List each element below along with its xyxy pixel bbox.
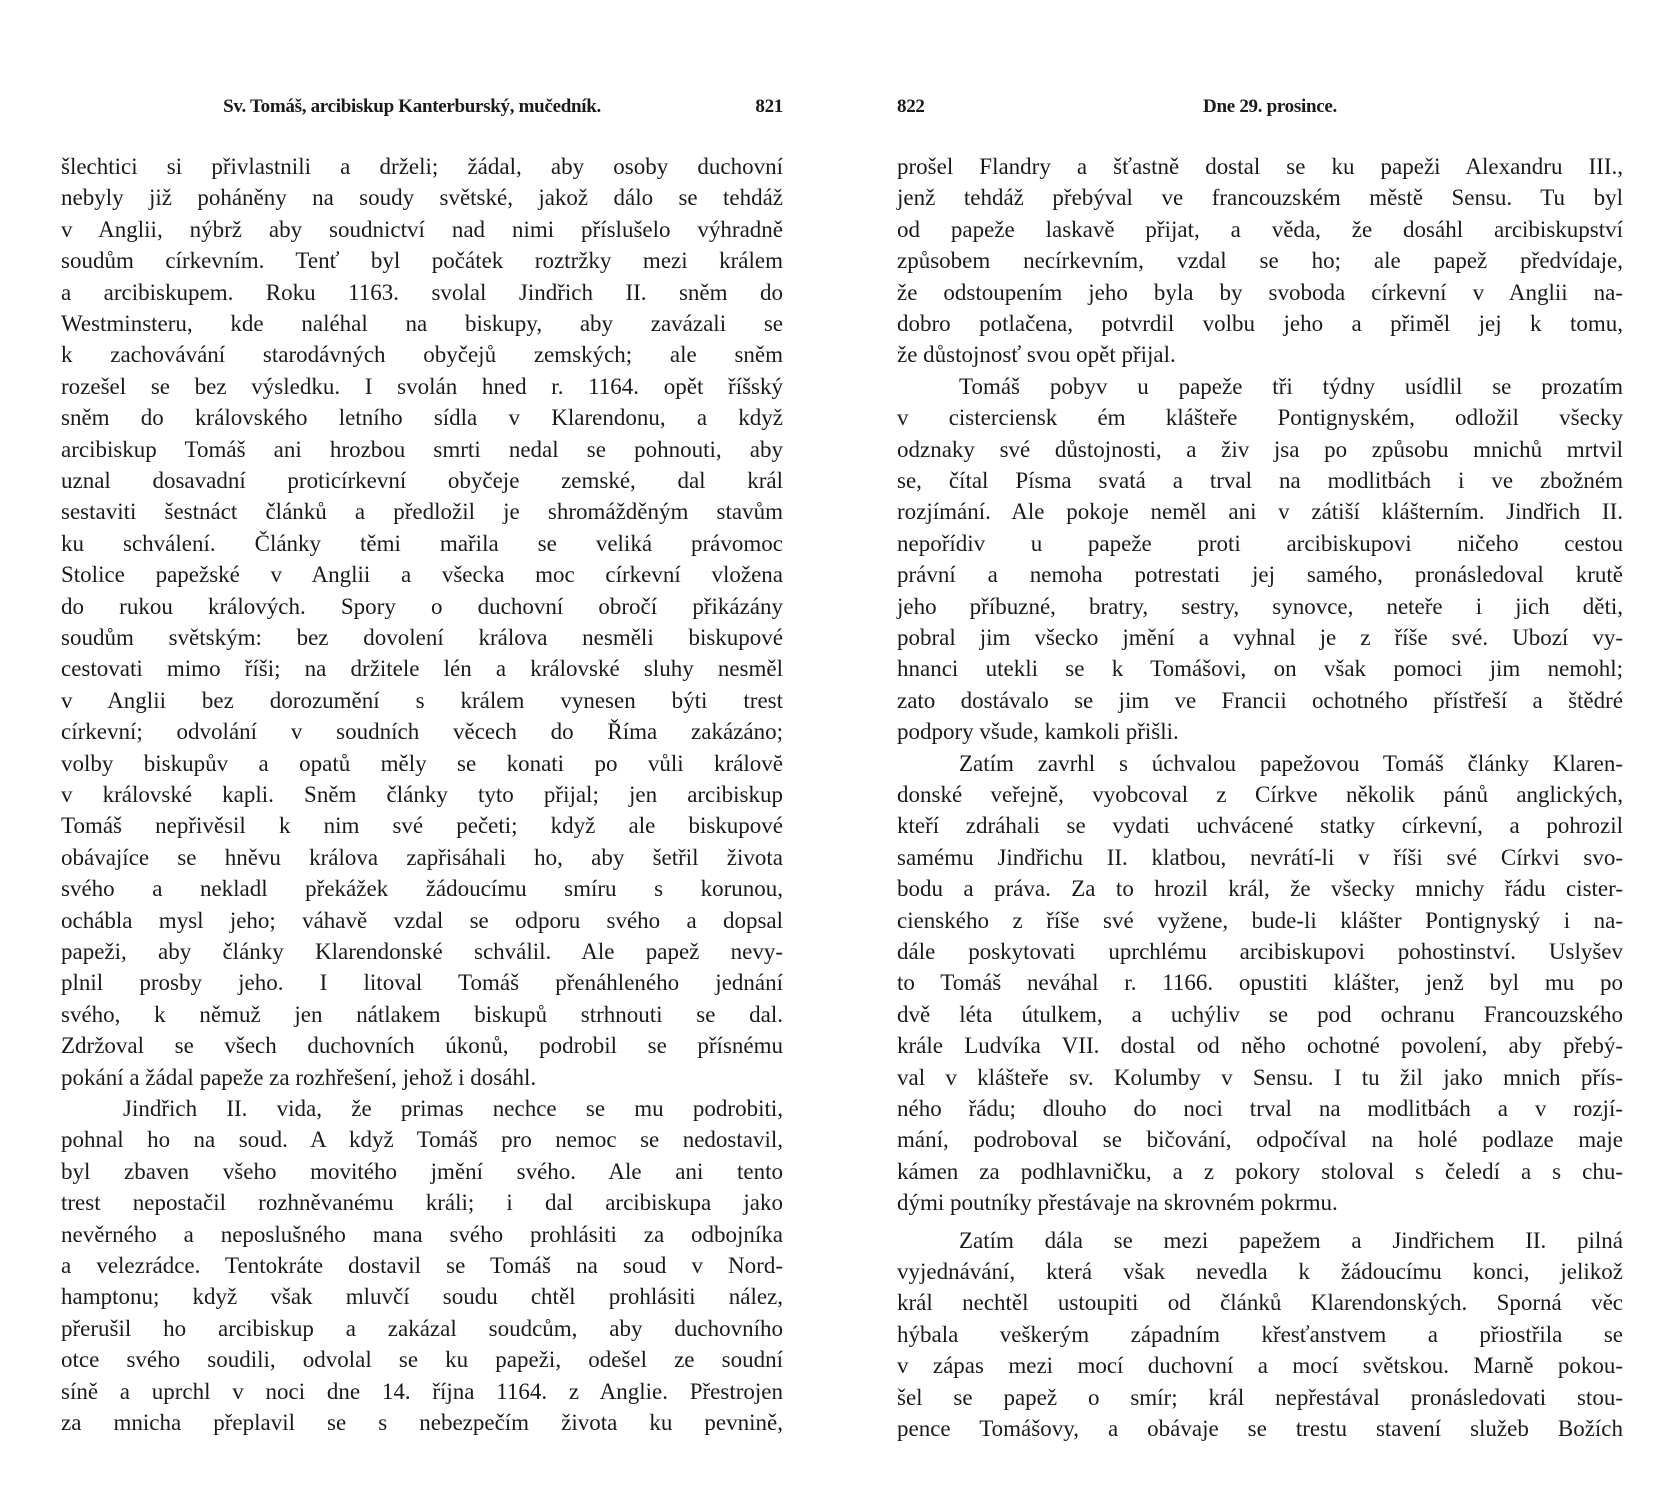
text-line: a arcibiskupem. Roku 1163. svolal Jindřich II. sněm do — [61, 279, 783, 305]
text-line: Zatím zavrhl s úchvalou papežovou Tomáš články Klaren- — [959, 750, 1623, 776]
text-line: dými poutníky přestávaje na skrovném pokrmu. — [897, 1190, 1338, 1216]
text-line: hamptonu; když však mluvčí soudu chtěl prohlásiti nález, — [61, 1284, 783, 1310]
text-line: odznaky své důstojnosti, a živ jsa po způsobu mnichů mrtvil — [897, 436, 1623, 462]
text-line: jenž tehdáž přebýval ve francouzském městě Sensu. Tu byl — [897, 185, 1623, 211]
text-line: dále poskytovati uprchlému arcibiskupovi pohostinství. Uslyšev — [897, 939, 1623, 964]
text-line: prošel Flandry a šťastně dostal se ku papeži Alexandru III., — [897, 154, 1623, 179]
text-line: dvě léta útulkem, a uchýliv se pod ochranu Francouzského — [897, 1001, 1623, 1027]
text-line: donské veřejně, vyobcoval z Církve několik pánů anglických, — [897, 782, 1623, 807]
text-line: že důstojnosť svou opět přijal. — [897, 342, 1176, 368]
text-line: jeho příbuzné, bratry, sestry, synovce, neteře i jich děti, — [897, 593, 1623, 619]
text-line: a velezrádce. Tentokráte dostavil se Tomáš na soud v Nord- — [61, 1253, 783, 1278]
text-line: cienského z říše své vyžene, bude-li klášter Pontignyský i na- — [897, 907, 1623, 933]
text-line: svého a nekladl překážek žádoucímu smíru s korunou, — [61, 876, 783, 902]
text-line: vyjednávání, která však nevedla k žádoucímu konci, jelikož — [897, 1259, 1623, 1284]
text-line: k zachovávání starodávných obyčejů zemských; ale sněm — [61, 342, 783, 368]
text-line: cestovati mimo říši; na držitele lén a královské sluhy nesměl — [61, 656, 783, 682]
text-line: ku schválení. Články těmi mařila se veliká právomoc — [61, 530, 783, 556]
text-line: nepořídiv u papeže proti arcibiskupovi ničeho cestou — [897, 530, 1623, 556]
text-line: pobral jim všecko jmění a vyhnal je z říše své. Ubozí vy- — [897, 625, 1623, 650]
text-line: pohnal ho na soud. A když Tomáš pro nemoc se nedostavil, — [61, 1127, 783, 1153]
text-line: za mnicha přeplavil se s nebezpečím života ku pevnině, — [61, 1410, 783, 1435]
page-number: 822 — [897, 96, 925, 117]
text-line: v cisterciensk ém klášteře Pontignyském, odložil všecky — [897, 405, 1623, 431]
text-line: šel se papež o smír; král nepřestával pronásledovati stou- — [897, 1384, 1623, 1410]
page-821 — [61, 0, 783, 1500]
text-line: ného řádu; dlouho do noci trval na modlitbách a v rozjí- — [897, 1096, 1623, 1121]
text-line: kteří zdráhali se vydati uchvácené statky církevní, a pohrozil — [897, 813, 1623, 839]
text-line: plnil prosby jeho. I litoval Tomáš přenáhleného jednání — [61, 970, 783, 996]
text-line: Zdržoval se všech duchovních úkonů, podrobil se přísnému — [61, 1033, 783, 1059]
text-line: podpory všude, kamkoli přišli. — [897, 719, 1179, 745]
text-line: otce svého soudili, odvolal se ku papeži, odešel ze soudní — [61, 1347, 783, 1373]
text-line: sněm do královského letního sídla v Klarendonu, a když — [61, 405, 783, 431]
text-line: trest nepostačil rozhněvanému králi; i dal arcibiskupa jako — [61, 1190, 783, 1216]
text-line: síně a uprchl v noci dne 14. října 1164. z Anglie. Přestrojen — [61, 1378, 783, 1404]
text-line: nevěrného a neposlušného mana svého prohlásiti za odbojníka — [61, 1221, 783, 1247]
text-line: sestaviti šestnáct článků a předložil je shromážděným stavům — [61, 499, 783, 525]
text-line: krále Ludvíka VII. dostal od něho ochotné povolení, aby přebý- — [897, 1033, 1623, 1059]
page-number: 821 — [755, 96, 783, 117]
text-line: soudům světským: bez dovolení králova nesměli biskupové — [61, 625, 783, 650]
text-line: obávajíce se hněvu králova zapřisáhali ho, aby šetřil života — [61, 844, 783, 870]
text-line: rozešel se bez výsledku. I svolán hned r. 1164. opět říšský — [61, 373, 783, 399]
text-line: val v klášteře sv. Kolumby v Sensu. I tu žil jako mnich přís- — [897, 1064, 1623, 1090]
text-line: Westminsteru, kde naléhal na biskupy, aby zavázali se — [61, 311, 783, 336]
text-line: Tomáš nepřivěsil k nim své pečeti; když ale biskupové — [61, 813, 783, 839]
text-line: papeži, aby články Klarendonské schválil. Ale papež nevy- — [61, 939, 783, 964]
text-line: ochábla mysl jeho; váhavě vzdal se odporu svého a dopsal — [61, 907, 783, 933]
text-line: nebyly již poháněny na soudy světské, jakož dálo se tehdáž — [61, 185, 783, 211]
text-line: pence Tomášovy, a obávaje se trestu stavení služeb Božích — [897, 1416, 1623, 1441]
text-line: kámen za podhlavničku, a z pokory stoloval s čeledí a s chu- — [897, 1158, 1623, 1184]
text-line: do rukou králových. Spory o duchovní obročí přikázány — [61, 593, 783, 619]
text-line: soudům církevním. Tenť byl počátek roztržky mezi králem — [61, 248, 783, 274]
text-line: mání, podroboval se bičování, odpočíval na holé podlaze maje — [897, 1127, 1623, 1153]
running-head: Sv. Tomáš, arcibiskup Kanterburský, mučedník. — [223, 96, 601, 117]
text-line: v Anglii, nýbrž aby soudnictví nad nimi příslušelo výhradně — [61, 216, 783, 242]
text-line: způsobem necírkevním, vzdal se ho; ale papež předvídaje, — [897, 248, 1623, 274]
text-line: dobro potlačena, potvrdil volbu jeho a přiměl jej k tomu, — [897, 311, 1623, 336]
text-line: byl zbaven všeho movitého jmění svého. Ale ani tento — [61, 1158, 783, 1184]
text-line: bodu a práva. Za to hrozil král, že všecky mnichy řádu cister- — [897, 876, 1623, 902]
text-line: pokání a žádal papeže za rozhřešení, jehož i dosáhl. — [61, 1064, 537, 1090]
text-line: Stolice papežské v Anglii a všecka moc církevní vložena — [61, 562, 783, 588]
text-line: přerušil ho arcibiskup a zakázal soudcům, aby duchovního — [61, 1315, 783, 1341]
text-line: v Anglii bez dorozumění s králem vynesen býti trest — [61, 687, 783, 713]
text-line: šlechtici si přivlastnili a drželi; žádal, aby osoby duchovní — [61, 154, 783, 179]
text-line: v královské kapli. Sněm články tyto přijal; jen arcibiskup — [61, 782, 783, 807]
text-line: právní a nemoha potrestati jej samého, pronásledoval krutě — [897, 562, 1623, 588]
text-line: hýbala veškerým západním křesťanstvem a přiostřila se — [897, 1321, 1623, 1347]
text-line: volby biskupův a opatů měly se konati po vůli královĕ — [61, 750, 783, 776]
text-line: arcibiskup Tomáš ani hrozbou smrti nedal se pohnouti, aby — [61, 436, 783, 462]
text-line: hnanci utekli se k Tomášovi, on však pomoci jim nemohl; — [897, 656, 1623, 682]
text-line: Tomáš pobyv u papeže tři týdny usídlil se prozatím — [959, 373, 1623, 399]
text-line: se, čítal Písma svatá a trval na modlitbách i ve zbožném — [897, 468, 1623, 493]
running-head: Dne 29. prosince. — [1203, 96, 1337, 117]
text-line: samému Jindřichu II. klatbou, nevrátí-li v říši své Církvi svo- — [897, 844, 1623, 870]
text-line: Jindřich II. vida, že primas nechce se mu podrobiti, — [123, 1096, 783, 1121]
page-822 — [897, 0, 1623, 1500]
text-line: že odstoupením jeho byla by svoboda církevní v Anglii na- — [897, 279, 1623, 305]
text-line: zato dostávalo se jim ve Francii ochotného přístřeší a štědré — [897, 687, 1623, 713]
text-line: Zatím dála se mezi papežem a Jindřichem II. pilná — [959, 1227, 1623, 1253]
text-line: to Tomáš neváhal r. 1166. opustiti klášter, jenž byl mu po — [897, 970, 1623, 996]
text-line: církevní; odvolání v soudních věcech do Říma zakázáno; — [61, 719, 783, 745]
text-line: uznal dosavadní proticírkevní obyčeje zemské, dal král — [61, 468, 783, 493]
text-line: svého, k němuž jen nátlakem biskupů strhnouti se dal. — [61, 1001, 783, 1027]
text-line: od papeže laskavě přijat, a věda, že dosáhl arcibiskupství — [897, 216, 1623, 242]
text-line: rozjímání. Ale pokoje neměl ani v zátiší klášterním. Jindřich II. — [897, 499, 1623, 525]
text-line: v zápas mezi mocí duchovní a mocí světskou. Marně pokou- — [897, 1353, 1623, 1379]
text-line: král nechtěl ustoupiti od článků Klarendonských. Sporná věc — [897, 1290, 1623, 1316]
